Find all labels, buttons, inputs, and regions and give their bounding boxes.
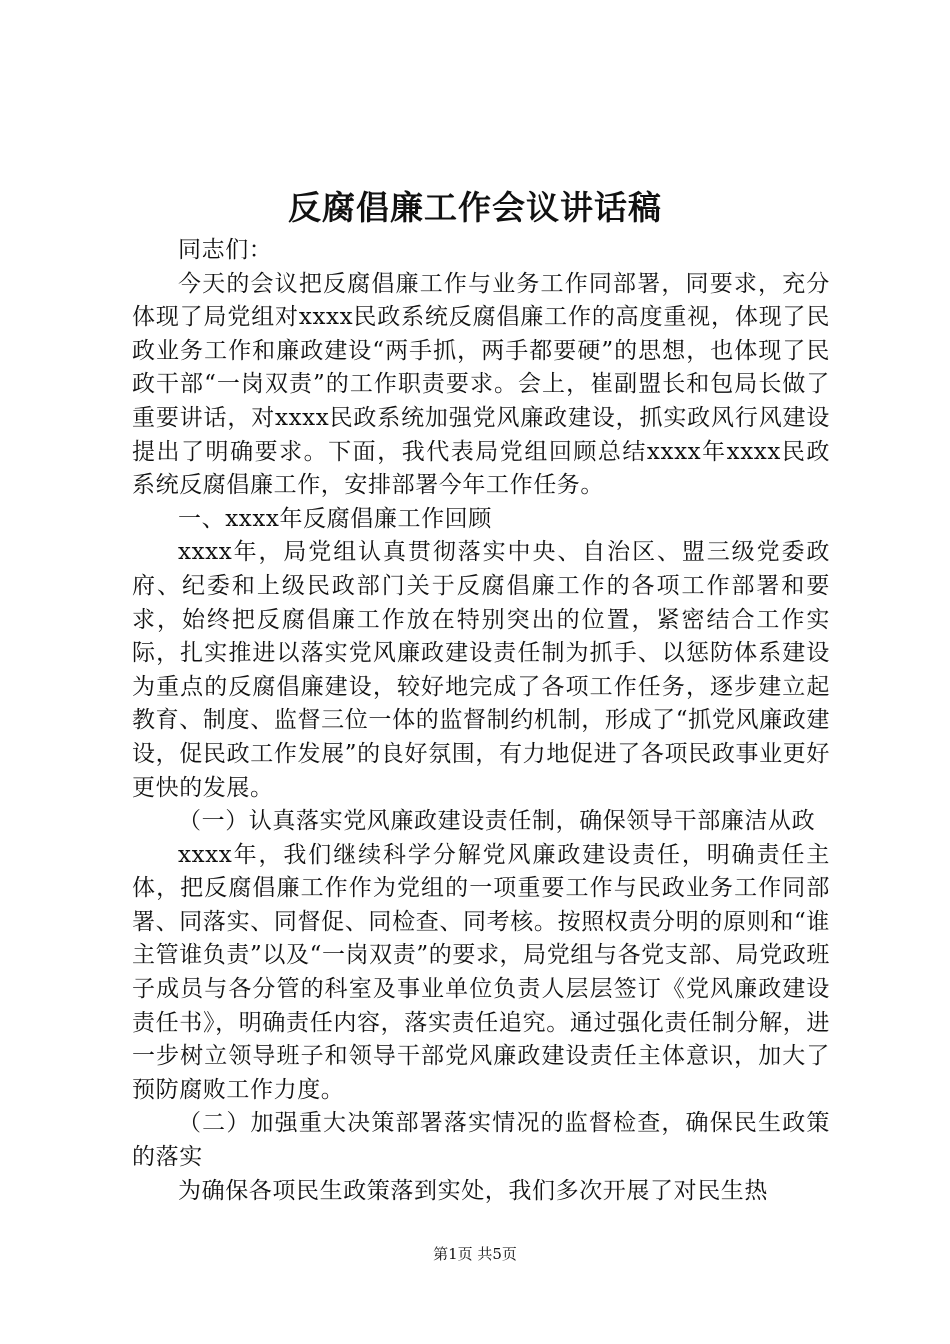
document-body — [132, 234, 830, 1208]
paragraph-supervision: 为确保各项民生政策落到实处，我们多次开展了对民生热 — [178, 1177, 768, 1204]
salutation: 同志们： — [178, 237, 273, 263]
page-footer: 第1页 共5页 — [433, 1245, 517, 1263]
subsection-heading-2: （二）加强重大决策部署落实情况的监督检查，确保民生政策的落实 — [132, 1110, 830, 1171]
paragraph-responsibility: xxxx年，我们继续科学分解党风廉政建设责任，明确责任主体，把反腐倡廉工作作为党组的一项重要工作与民政业务工作同部署、同落实、同督促、同检查、同考核。按照权责分明的原则和“谁主管谁负责”以及“一岗双责”的要求，局党组与各党支部、局党政班子成员与各分管的科室及事业单位负责人层层签订《党风廉政建设责任书》，明确责任内容，落实责任追究。通过强化责任制分解，进一步树立领导班子和领导干部党风廉政建设责任主体意识，加大了预防腐败工作力度。 — [132, 841, 830, 1103]
section-heading-1: 一、xxxx年反腐倡廉工作回顾 — [178, 505, 492, 532]
paragraph-intro: 今天的会议把反腐倡廉工作与业务工作同部署，同要求，充分体现了局党组对xxxx民政系统反腐倡廉工作的高度重视，体现了民政业务工作和廉政建设“两手抓，两手都要硬”的思想，也体现了民政干部“一岗双责”的工作职责要求。会上，崔副盟长和包局长做了重要讲话，对xxxx民政系统加强党风廉政建设，抓实政风行风建设提出了明确要求。下面，我代表局党组回顾总结xxxx年xxxx民政系统反腐倡廉工作，安排部署今年工作任务。 — [132, 270, 830, 499]
subsection-heading-1: （一）认真落实党风廉政建设责任制，确保领导干部廉洁从政 — [178, 808, 816, 835]
document-title: 反腐倡廉工作会议讲话稿 — [288, 188, 662, 227]
paragraph-review: xxxx年，局党组认真贯彻落实中央、自治区、盟三级党委政府、纪委和上级民政部门关于反腐倡廉工作的各项工作部署和要求，始终把反腐倡廉工作放在特别突出的位置，紧密结合工作实际，扎实推进以落实党风廉政建设责任制为抓手、以惩防体系建设为重点的反腐倡廉建设，较好地完成了各项工作任务，逐步建立起教育、制度、监督三位一体的监督制约机制，形成了“抓党风廉政建设，促民政工作发展”的良好氛围，有力地促进了各项民政事业更好更快的发展。 — [132, 539, 830, 801]
